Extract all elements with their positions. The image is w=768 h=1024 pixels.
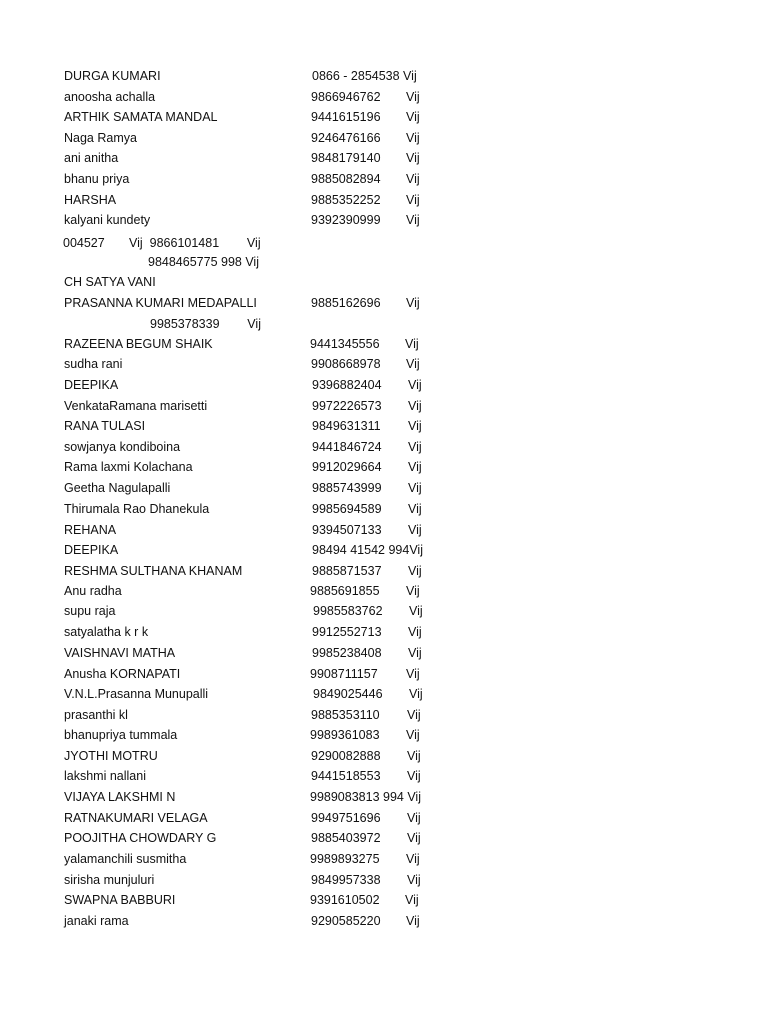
list-item xyxy=(0,210,768,230)
contact-name: POOJITHA CHOWDARY G xyxy=(64,831,217,845)
list-item xyxy=(0,334,768,354)
contact-city: Vij xyxy=(409,604,423,618)
list-item xyxy=(0,148,768,168)
contact-name: RATNAKUMARI VELAGA xyxy=(64,811,208,825)
list-item xyxy=(0,870,768,890)
list-item xyxy=(0,540,768,560)
contact-city: Vij xyxy=(407,831,421,845)
contact-phone: 9441846724 xyxy=(312,440,382,454)
contact-city: Vij xyxy=(406,213,420,227)
contact-city: Vij xyxy=(407,749,421,763)
contact-name: HARSHA xyxy=(64,193,117,207)
list-item xyxy=(0,520,768,540)
list-item xyxy=(0,66,768,86)
contact-city: Vij xyxy=(406,914,420,928)
list-item xyxy=(0,233,768,253)
contact-city: Vij xyxy=(406,584,420,598)
contact-name: DEEPIKA xyxy=(64,378,119,392)
contact-city: Vij xyxy=(408,502,422,516)
contact-city: Vij xyxy=(405,337,419,351)
contact-name: JYOTHI MOTRU xyxy=(64,749,158,763)
contact-name: bhanupriya tummala xyxy=(64,728,178,742)
contact-phone: 9866946762 xyxy=(311,90,381,104)
contact-phone: 9391610502 xyxy=(310,893,380,907)
contact-phone: 0866 - 2854538 Vij xyxy=(312,69,417,83)
list-item xyxy=(0,622,768,642)
contact-city: Vij xyxy=(409,687,423,701)
contact-city: Vij xyxy=(408,523,422,537)
list-item xyxy=(0,581,768,601)
contact-city: Vij xyxy=(406,728,420,742)
contact-city: Vij xyxy=(406,110,420,124)
list-item xyxy=(0,561,768,581)
contact-city: Vij xyxy=(406,852,420,866)
contact-phone: 9849957338 xyxy=(311,873,381,887)
contact-phone: 9396882404 xyxy=(312,378,382,392)
contact-line: 004527 Vij 9866101481 Vij xyxy=(63,236,261,250)
contact-name: SWAPNA BABBURI xyxy=(64,893,176,907)
contact-city: Vij xyxy=(406,193,420,207)
contact-phone: 9985583762 xyxy=(313,604,383,618)
list-item xyxy=(0,252,768,272)
contact-city: Vij xyxy=(406,667,420,681)
contact-name: DURGA KUMARI xyxy=(64,69,161,83)
list-item xyxy=(0,107,768,127)
contact-name: ARTHIK SAMATA MANDAL xyxy=(64,110,218,124)
contact-phone: 9885082894 xyxy=(311,172,381,186)
contact-city: Vij xyxy=(406,296,420,310)
contact-city: Vij xyxy=(406,357,420,371)
contact-phone: 9912552713 xyxy=(312,625,382,639)
contact-city: Vij xyxy=(408,419,422,433)
list-item xyxy=(0,890,768,910)
contact-phone: 9441518553 xyxy=(311,769,381,783)
contact-name: Thirumala Rao Dhanekula xyxy=(64,502,210,516)
contact-name: VAISHNAVI MATHA xyxy=(64,646,176,660)
contact-phone: 9985238408 xyxy=(312,646,382,660)
contact-name: janaki rama xyxy=(64,914,129,928)
list-item xyxy=(0,375,768,395)
list-item xyxy=(0,808,768,828)
list-item xyxy=(0,499,768,519)
contact-name: CH SATYA VANI xyxy=(64,275,156,289)
contact-city: Vij xyxy=(408,378,422,392)
contact-name: anoosha achalla xyxy=(64,90,156,104)
contact-phone: 9290082888 xyxy=(311,749,381,763)
contact-name: REHANA xyxy=(64,523,117,537)
list-item xyxy=(0,354,768,374)
contact-city: Vij xyxy=(408,481,422,495)
contact-city: Vij xyxy=(405,893,419,907)
contact-name: ani anitha xyxy=(64,151,119,165)
contact-city: Vij xyxy=(407,873,421,887)
contact-city: Vij xyxy=(406,151,420,165)
contact-name: PRASANNA KUMARI MEDAPALLI xyxy=(64,296,257,310)
contact-name: RAZEENA BEGUM SHAIK xyxy=(64,337,213,351)
contact-name: RESHMA SULTHANA KHANAM xyxy=(64,564,243,578)
contact-city: Vij xyxy=(407,769,421,783)
contact-phone: 9885353110 xyxy=(311,708,380,722)
contact-phone: 9885162696 xyxy=(311,296,381,310)
contact-name: lakshmi nallani xyxy=(64,769,146,783)
contact-name: sowjanya kondiboina xyxy=(64,440,181,454)
contact-phone: 9908711157 xyxy=(310,667,378,681)
contact-phone: 9394507133 xyxy=(312,523,382,537)
contact-phone: 9885743999 xyxy=(312,481,382,495)
list-item xyxy=(0,725,768,745)
contact-phone: 9949751696 xyxy=(311,811,381,825)
list-item xyxy=(0,169,768,189)
contact-name: prasanthi kl xyxy=(64,708,128,722)
contact-name: yalamanchili susmitha xyxy=(64,852,187,866)
contact-phone: 9985694589 xyxy=(312,502,382,516)
contact-name: Anusha KORNAPATI xyxy=(64,667,181,681)
contact-phone: 9246476166 xyxy=(311,131,381,145)
contact-phone: 9885403972 xyxy=(311,831,381,845)
contact-city: Vij xyxy=(408,625,422,639)
contact-phone: 9989361083 xyxy=(310,728,380,742)
contact-phone: 9885871537 xyxy=(312,564,382,578)
contact-city: Vij xyxy=(408,646,422,660)
contact-name: Anu radha xyxy=(64,584,122,598)
contact-phone: 9885691855 xyxy=(310,584,380,598)
contact-phone: 9989083813 994 Vij xyxy=(310,790,421,804)
contact-name: Geetha Nagulapalli xyxy=(64,481,171,495)
list-item xyxy=(0,190,768,210)
contact-name: sudha rani xyxy=(64,357,123,371)
list-item xyxy=(0,828,768,848)
contact-name: bhanu priya xyxy=(64,172,130,186)
list-item xyxy=(0,746,768,766)
contact-city: Vij xyxy=(408,460,422,474)
list-item xyxy=(0,601,768,621)
contact-phone: 9392390999 xyxy=(311,213,381,227)
contact-phone: 9849631311 xyxy=(312,419,381,433)
contact-name: V.N.L.Prasanna Munupalli xyxy=(64,687,209,701)
contact-phone: 9989893275 xyxy=(310,852,380,866)
list-item xyxy=(0,396,768,416)
list-item xyxy=(0,664,768,684)
list-item xyxy=(0,705,768,725)
contact-city: Vij xyxy=(406,172,420,186)
contact-phone: 9441345556 xyxy=(310,337,380,351)
contact-name: sirisha munjuluri xyxy=(64,873,155,887)
list-item xyxy=(0,272,768,292)
contact-line: 9985378339 Vij xyxy=(150,317,261,331)
list-item xyxy=(0,416,768,436)
list-item xyxy=(0,643,768,663)
contact-city: Vij xyxy=(408,440,422,454)
contact-phone: 9972226573 xyxy=(312,399,382,413)
contact-city: Vij xyxy=(407,708,421,722)
contact-phone: 9849025446 xyxy=(313,687,383,701)
list-item xyxy=(0,314,768,334)
list-item xyxy=(0,911,768,931)
contact-phone: 9290585220 xyxy=(311,914,381,928)
contact-phone: 98494 41542 994Vij xyxy=(312,543,423,557)
contact-city: Vij xyxy=(407,811,421,825)
contact-name: DEEPIKA xyxy=(64,543,119,557)
contact-city: Vij xyxy=(406,90,420,104)
contact-phone: 9441615196 xyxy=(311,110,381,124)
contact-city: Vij xyxy=(408,399,422,413)
contact-name: Naga Ramya xyxy=(64,131,137,145)
contact-name: kalyani kundety xyxy=(64,213,151,227)
list-item xyxy=(0,437,768,457)
contact-name: RANA TULASI xyxy=(64,419,146,433)
list-item xyxy=(0,293,768,313)
list-item xyxy=(0,849,768,869)
list-item xyxy=(0,684,768,704)
list-item xyxy=(0,787,768,807)
contact-city: Vij xyxy=(406,131,420,145)
contact-name: Rama laxmi Kolachana xyxy=(64,460,193,474)
list-item xyxy=(0,87,768,107)
contact-name: VenkataRamana marisetti xyxy=(64,399,208,413)
contact-name: supu raja xyxy=(64,604,116,618)
contact-name: satyalatha k r k xyxy=(64,625,149,639)
contact-phone: 9908668978 xyxy=(311,357,381,371)
contact-name: VIJAYA LAKSHMI N xyxy=(64,790,176,804)
contact-phone: 9912029664 xyxy=(312,460,382,474)
contact-city: Vij xyxy=(408,564,422,578)
list-item xyxy=(0,457,768,477)
list-item xyxy=(0,478,768,498)
contact-phone: 9885352252 xyxy=(311,193,381,207)
list-item xyxy=(0,128,768,148)
contact-phone: 9848179140 xyxy=(311,151,381,165)
contact-line: 9848465775 998 Vij xyxy=(148,255,259,269)
list-item xyxy=(0,766,768,786)
